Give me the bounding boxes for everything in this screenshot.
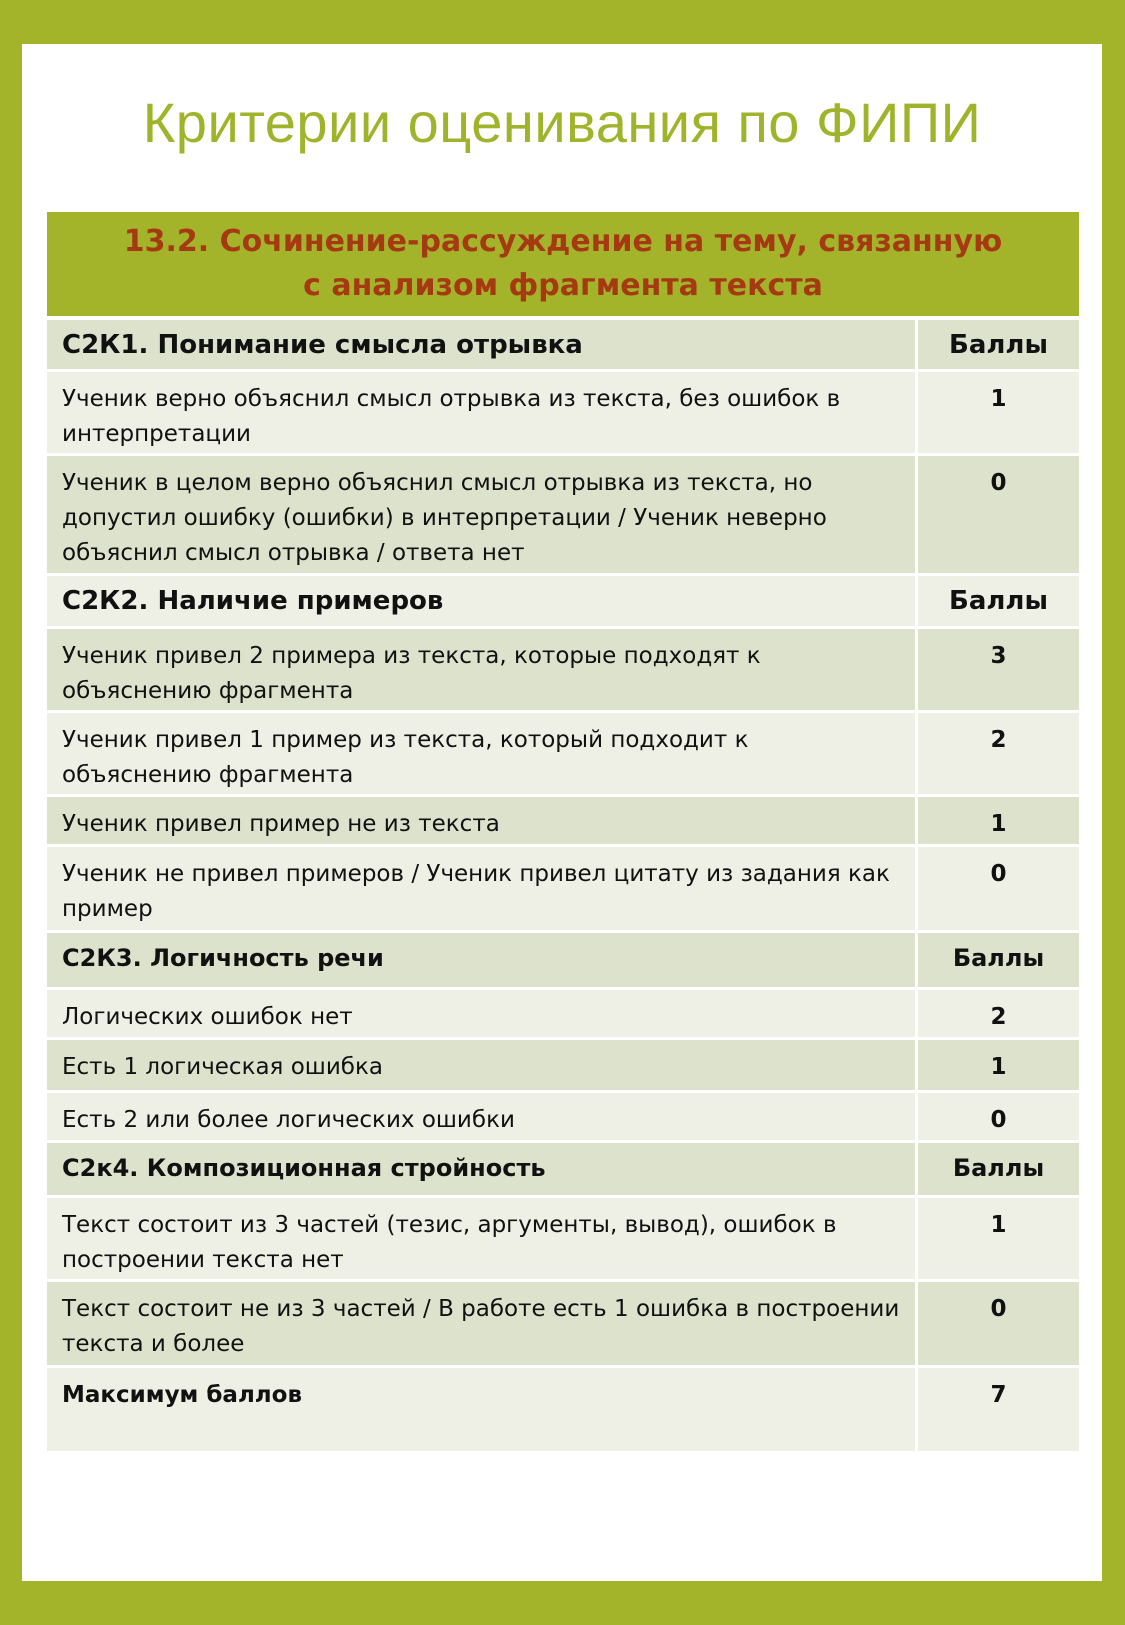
- criterion-description: Ученик привел пример не из текста: [47, 797, 918, 844]
- total-score: 7: [990, 1382, 1007, 1408]
- page-title: Критерии оценивания по ФИПИ: [142, 91, 982, 154]
- criterion-description: Ученик привел 2 примера из текста, которые подходят к объяснению фрагмента: [47, 629, 918, 710]
- criterion-description: Логических ошибок нет: [47, 990, 918, 1037]
- table-row: [47, 713, 1079, 797]
- score-value: 1: [990, 386, 1007, 412]
- score-value: 1: [990, 1054, 1007, 1080]
- criterion-title: С2к4. Композиционная стройность: [47, 1143, 918, 1195]
- score-header: Баллы: [949, 586, 1048, 616]
- score-value: 1: [990, 1212, 1007, 1238]
- criterion-description: Ученик в целом верно объяснил смысл отрывка из текста, но допустил ошибку (ошибки) в интерпретации / Ученик неверно объяснил смысл отрывка / ответа нет: [47, 456, 918, 573]
- table-row: [47, 456, 1079, 576]
- table-row: [47, 372, 1079, 456]
- section-banner: [47, 212, 1079, 320]
- criterion-header-row: [47, 576, 1079, 629]
- score-value: 2: [990, 727, 1007, 753]
- score-value: 1: [990, 811, 1007, 837]
- criterion-description: Текст состоит не из 3 частей / В работе есть 1 ошибка в построении текста и более: [47, 1282, 918, 1365]
- criterion-description: Ученик верно объяснил смысл отрывка из текста, без ошибок в интерпретации: [47, 372, 918, 453]
- table-row: [47, 1040, 1079, 1093]
- criterion-title: С2К2. Наличие примеров: [47, 576, 918, 626]
- score-value: 0: [990, 861, 1007, 887]
- score-value: 3: [990, 643, 1007, 669]
- criteria-table: [47, 320, 1079, 1451]
- criterion-description: Есть 2 или более логических ошибки: [47, 1093, 918, 1140]
- score-value: 0: [990, 470, 1007, 496]
- score-header: Баллы: [952, 944, 1045, 972]
- table-row: [47, 1282, 1079, 1368]
- score-header: Баллы: [952, 1154, 1045, 1182]
- banner-line-2: с анализом фрагмента текста: [303, 268, 823, 303]
- banner-line-1: 13.2. Сочинение-рассуждение на тему, связанную: [123, 224, 1003, 259]
- criterion-description: Текст состоит из 3 частей (тезис, аргументы, вывод), ошибок в построении текста нет: [47, 1198, 918, 1279]
- table-row: [47, 847, 1079, 933]
- score-header: Баллы: [949, 330, 1048, 360]
- slide: [22, 44, 1102, 1581]
- criterion-header-row: [47, 320, 1079, 372]
- table-row: [47, 1198, 1079, 1282]
- total-label: Максимум баллов: [47, 1368, 918, 1451]
- score-value: 2: [990, 1004, 1007, 1030]
- table-row: [47, 629, 1079, 713]
- score-value: 0: [990, 1296, 1007, 1322]
- criterion-description: Ученик привел 1 пример из текста, который подходит к объяснению фрагмента: [47, 713, 918, 794]
- table-row: [47, 990, 1079, 1040]
- table-row: [47, 797, 1079, 847]
- criterion-title: С2К1. Понимание смысла отрывка: [47, 320, 918, 369]
- total-row: [47, 1368, 1079, 1451]
- criterion-description: Есть 1 логическая ошибка: [47, 1040, 918, 1090]
- table-row: [47, 1093, 1079, 1143]
- criterion-header-row: [47, 933, 1079, 990]
- criterion-header-row: [47, 1143, 1079, 1198]
- criterion-description: Ученик не привел примеров / Ученик привел цитату из задания как пример: [47, 847, 918, 930]
- score-value: 0: [990, 1107, 1007, 1133]
- criterion-title: С2К3. Логичность речи: [47, 933, 918, 987]
